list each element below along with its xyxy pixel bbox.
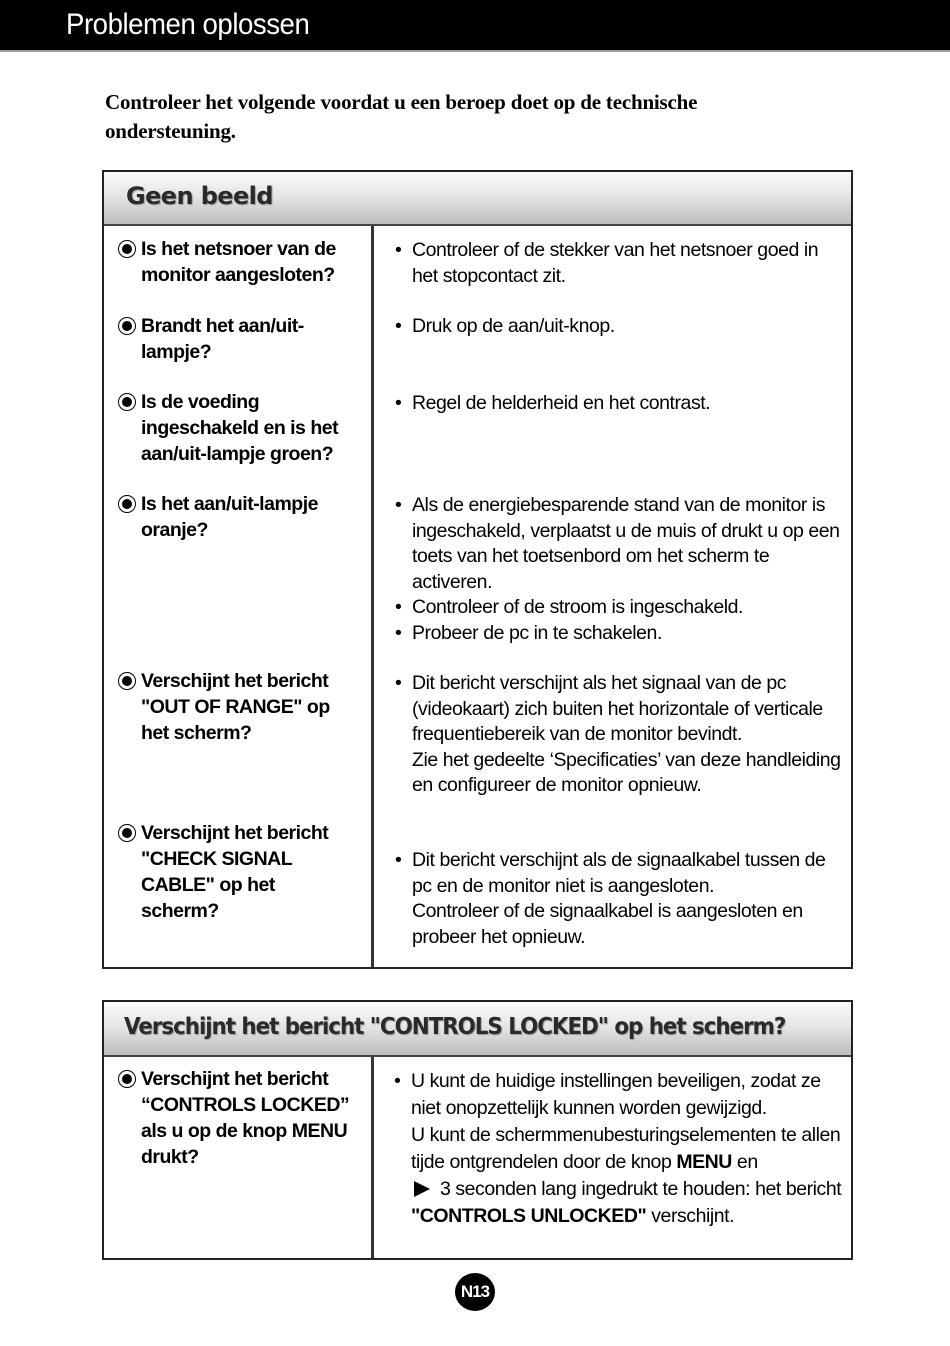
question-item xyxy=(116,668,356,746)
question-item xyxy=(116,491,346,543)
answer-text: Controleer of de stroom is ingeschakeld. xyxy=(412,596,744,618)
answer-item xyxy=(395,595,845,621)
continuation-text: verschijnt. xyxy=(646,1205,735,1227)
question-item xyxy=(116,313,316,365)
answer-item xyxy=(394,1068,844,1122)
answer-item xyxy=(395,314,845,340)
answer-text: Regel de helderheid en het contrast. xyxy=(412,392,711,414)
section-no-picture xyxy=(102,170,853,969)
column-divider xyxy=(371,1057,374,1258)
answer-continuation: Controleer of de signaalkabel is aangesloten en probeer het opnieuw. xyxy=(412,900,803,948)
radio-bullet-icon xyxy=(118,240,136,258)
question-item xyxy=(116,1066,361,1170)
answer-text: U kunt de huidige instellingen beveiligen, zodat ze niet onopzettelijk kunnen worden gewijzigd. xyxy=(411,1070,821,1119)
bullet-icon: • xyxy=(394,1070,401,1092)
question-item xyxy=(116,820,356,924)
section-header xyxy=(104,1002,851,1057)
answer-block xyxy=(395,391,845,417)
controls-unlocked-label: "CONTROLS UNLOCKED" xyxy=(411,1205,647,1227)
question-text: Verschijnt het bericht "OUT OF RANGE" op het scherm? xyxy=(141,670,330,744)
answer-text: Dit bericht verschijnt als het signaal van de pc (videokaart) zich buiten het horizontale of verticale frequentiebereik van de monitor bevindt. xyxy=(412,672,823,745)
answer-block xyxy=(395,848,845,950)
answer-text: Controleer of de stekker van het netsnoer goed in het stopcontact zit. xyxy=(412,239,819,287)
answer-continuation: Zie het gedeelte ‘Specificaties’ van deze handleiding en configureer de monitor opnieuw. xyxy=(412,748,841,796)
answer-block xyxy=(394,1068,844,1230)
radio-bullet-icon xyxy=(118,672,136,690)
column-divider xyxy=(371,226,374,967)
question-text: Is het netsnoer van de monitor aangesloten? xyxy=(141,238,336,286)
page-header xyxy=(0,0,950,52)
right-triangle-icon xyxy=(414,1181,430,1197)
question-text: Is het aan/uit-lampje oranje? xyxy=(141,493,318,541)
bullet-icon: • xyxy=(395,315,402,337)
section-header xyxy=(104,172,851,226)
answer-item xyxy=(395,621,845,647)
radio-bullet-icon xyxy=(118,317,136,335)
continuation-text: 3 seconden lang ingedrukt te houden: het bericht xyxy=(440,1178,842,1200)
menu-key-label: MENU xyxy=(676,1151,732,1173)
intro-text: Controleer het volgende voordat u een beroep doet op de technische ondersteuning. xyxy=(105,90,698,143)
radio-bullet-icon xyxy=(118,824,136,842)
bullet-icon: • xyxy=(395,392,402,414)
answer-item xyxy=(395,238,845,289)
section-controls-locked xyxy=(102,1000,853,1260)
answer-block xyxy=(395,314,845,340)
section-title: Verschijnt het bericht "CONTROLS LOCKED" op het scherm? xyxy=(124,1014,786,1040)
answer-text: Probeer de pc in te schakelen. xyxy=(412,621,662,644)
question-text: Verschijnt het bericht “CONTROLS LOCKED” als u op de knop MENU drukt? xyxy=(141,1068,350,1168)
bullet-icon: • xyxy=(395,494,402,516)
question-text: Verschijnt het bericht "CHECK SIGNAL CABLE" op het scherm? xyxy=(141,822,329,922)
question-text: Is de voeding ingeschakeld en is het aan/uit-lampje groen? xyxy=(141,391,339,465)
page-number-badge: N13 xyxy=(455,1273,495,1311)
radio-bullet-icon xyxy=(118,393,136,411)
bullet-icon: • xyxy=(395,849,402,871)
continuation-text: U kunt de schermmenubesturingselementen te allen tijde ontgrendelen door de knop xyxy=(411,1124,841,1173)
continuation-text: en xyxy=(731,1151,758,1173)
answer-item xyxy=(395,671,845,748)
answer-item xyxy=(395,391,845,417)
answer-text: Druk op de aan/uit-knop. xyxy=(412,315,615,337)
question-text: Brandt het aan/uit-lampje? xyxy=(141,315,304,363)
question-item xyxy=(116,389,366,467)
answer-text: Als de energiebesparende stand van de monitor is ingeschakeld, verplaatst u de muis of drukt u op een toets van het toetsenbord om het scherm te activeren. xyxy=(412,494,840,593)
answer-continuation xyxy=(394,1122,844,1230)
answer-block xyxy=(395,238,845,289)
section-title: Geen beeld xyxy=(126,182,273,210)
question-item xyxy=(116,236,366,288)
answer-item xyxy=(395,848,845,899)
radio-bullet-icon xyxy=(118,495,136,513)
bullet-icon: • xyxy=(395,672,402,694)
page-title: Problemen oplossen xyxy=(66,8,310,41)
answer-block xyxy=(395,671,845,799)
bullet-icon: • xyxy=(395,621,402,644)
bullet-icon: • xyxy=(395,596,402,618)
radio-bullet-icon xyxy=(118,1070,136,1088)
answer-block xyxy=(395,493,845,646)
answer-item xyxy=(395,493,845,595)
bullet-icon: • xyxy=(395,239,402,261)
answer-text: Dit bericht verschijnt als de signaalkabel tussen de pc en de monitor niet is aangesloten. xyxy=(412,849,826,897)
